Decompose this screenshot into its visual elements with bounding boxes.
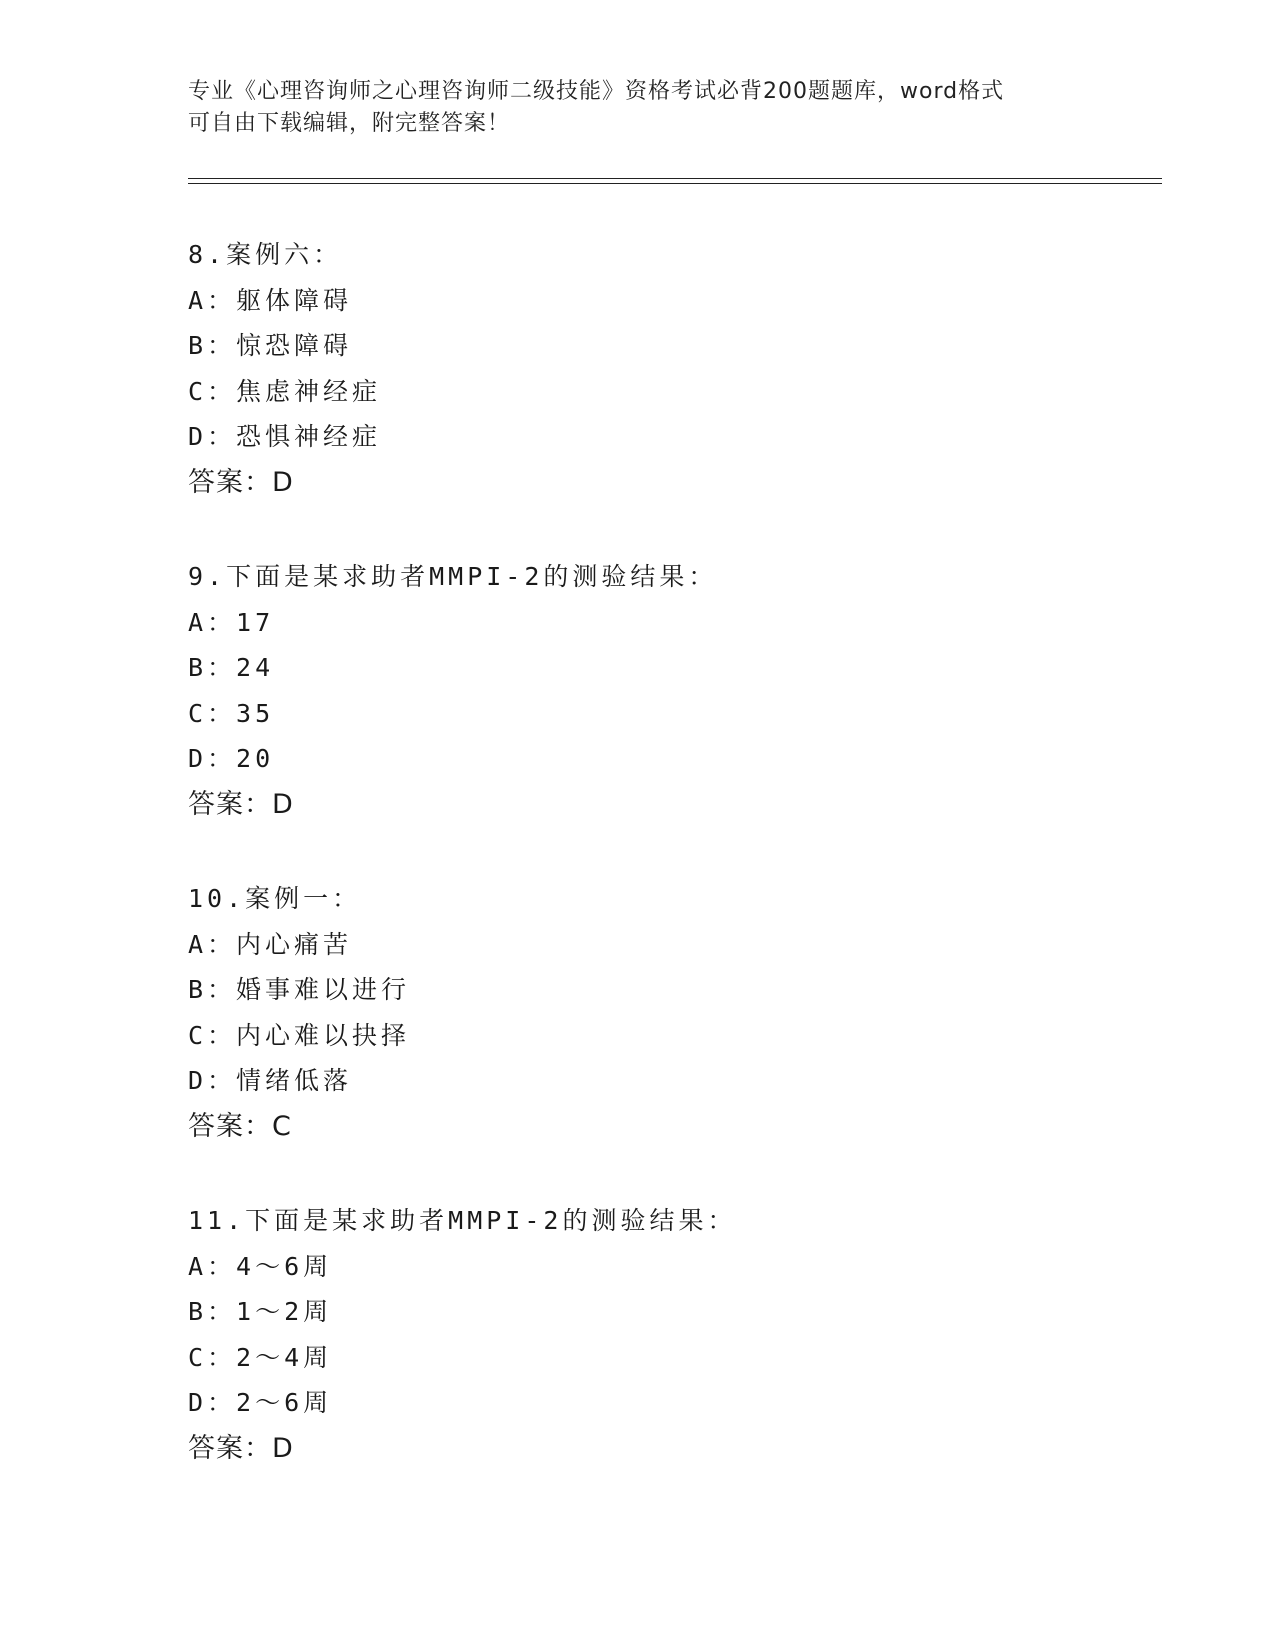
question-title: 10.案例一： xyxy=(188,884,362,913)
question-10 xyxy=(188,876,1088,1149)
document-header xyxy=(188,76,1088,140)
question-8 xyxy=(188,232,1088,505)
question-list xyxy=(188,232,1088,1520)
option-a: A：17 xyxy=(188,607,275,637)
option-c: C：2～4周 xyxy=(188,1342,333,1372)
option-b: B：婚事难以进行 xyxy=(188,975,411,1004)
option-c: C：内心难以抉择 xyxy=(188,1020,411,1050)
option-a: A：4～6周 xyxy=(188,1251,333,1281)
option-d: D：恐惧神经症 xyxy=(188,422,382,451)
question-title: 8.案例六： xyxy=(188,240,343,269)
option-a: A：躯体障碍 xyxy=(188,285,353,315)
option-b: B：1～2周 xyxy=(188,1297,333,1326)
header-divider xyxy=(188,178,1162,184)
question-title: 9.下面是某求助者MMPI-2的测验结果： xyxy=(188,562,718,591)
option-b: B：惊恐障碍 xyxy=(188,331,353,360)
option-d: D：情绪低落 xyxy=(188,1066,353,1095)
header-line-1: 专业《心理咨询师之心理咨询师二级技能》资格考试必背200题题库，word格式 xyxy=(188,79,1005,104)
question-title: 11.下面是某求助者MMPI-2的测验结果： xyxy=(188,1206,737,1235)
answer: 答案：D xyxy=(188,466,294,498)
option-b: B：24 xyxy=(188,653,275,682)
answer: 答案：D xyxy=(188,788,294,820)
option-d: D：2～6周 xyxy=(188,1388,333,1417)
answer: 答案：C xyxy=(188,1110,292,1142)
option-c: C：焦虑神经症 xyxy=(188,376,382,406)
option-a: A：内心痛苦 xyxy=(188,929,353,959)
question-9 xyxy=(188,554,1088,827)
header-line-2: 可自由下载编辑，附完整答案！ xyxy=(188,111,511,136)
answer: 答案：D xyxy=(188,1432,294,1464)
question-11 xyxy=(188,1198,1088,1471)
option-c: C：35 xyxy=(188,698,275,728)
option-d: D：20 xyxy=(188,744,275,773)
